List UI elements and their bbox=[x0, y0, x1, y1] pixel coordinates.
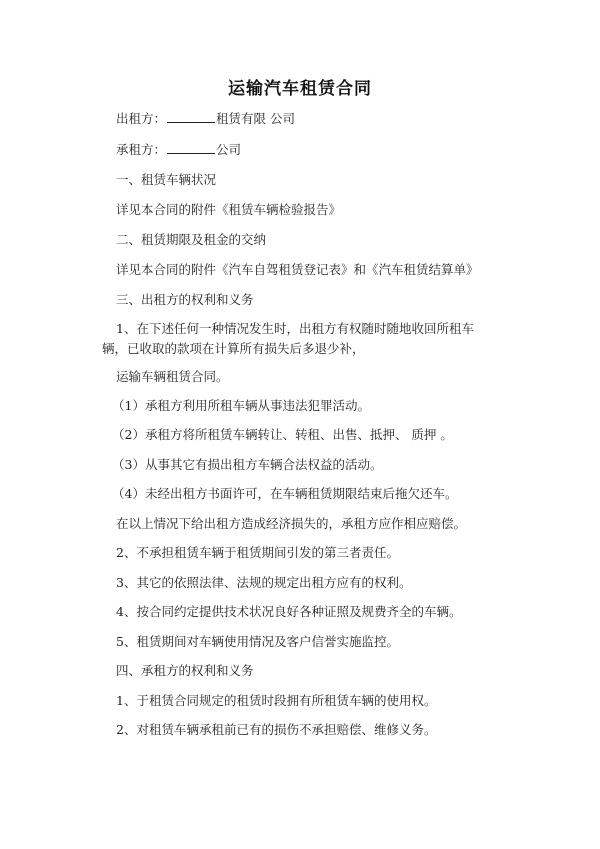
lessee-blank bbox=[167, 141, 215, 154]
paragraph: 4、按合同约定提供技术状况良好各种证照及规费齐全的车辆。 bbox=[116, 604, 462, 619]
list-item: （1）承租方利用所租车辆从事违法犯罪活动。 bbox=[112, 398, 370, 413]
list-item: （3）从事其它有损出租方车辆合法权益的活动。 bbox=[112, 457, 383, 472]
lessee-suffix: 公司 bbox=[216, 142, 242, 157]
lessee-line bbox=[116, 140, 241, 160]
lessor-line bbox=[116, 109, 295, 129]
paragraph: 1、于租赁合同规定的租赁时段拥有所租赁车辆的使用权。 bbox=[116, 693, 437, 708]
list-item: （2）承租方将所租赁车辆转让、转租、出售、抵押、 质押 。 bbox=[112, 427, 453, 442]
paragraph: 3、其它的依照法律、法规的规定出租方应有的权利。 bbox=[116, 575, 412, 590]
paragraph: 运输车辆租赁合同。 bbox=[116, 369, 229, 384]
paragraph: 2、不承担租赁车辆于租赁期间引发的第三者责任。 bbox=[116, 545, 399, 560]
lessor-blank bbox=[167, 110, 215, 123]
paragraph: 详见本合同的附件《租赁车辆检验报告》 bbox=[116, 202, 342, 217]
paragraph: 1、在下述任何一种情况发生时，出租方有权随时随地收回所租车辆，已收取的款项在计算所有损失后多退少补， bbox=[102, 321, 474, 356]
list-item: （4）未经出租方书面许可，在车辆租赁期限结束后拖欠还车。 bbox=[112, 486, 458, 501]
section-heading: 一、租赁车辆状况 bbox=[116, 172, 217, 187]
document-title: 运输汽车租赁合同 bbox=[228, 79, 372, 99]
lessor-label: 出租方： bbox=[116, 111, 167, 126]
paragraph: 在以上情况下给出租方造成经济损失的，承租方应作相应赔偿。 bbox=[116, 516, 467, 531]
paragraph: 详见本合同的附件《汽车自驾租赁登记表》和《汽车租赁结算单》 bbox=[116, 262, 479, 277]
lessor-suffix: 租赁有限 公司 bbox=[216, 111, 295, 126]
section-heading: 三、出租方的权利和义务 bbox=[116, 292, 254, 307]
lessee-label: 承租方： bbox=[116, 142, 167, 157]
paragraph: 5、租赁期间对车辆使用情况及客户信誉实施监控。 bbox=[116, 634, 399, 649]
paragraph: 2、对租赁车辆承租前已有的损伤不承担赔偿、维修义务。 bbox=[116, 722, 437, 737]
section-heading: 二、租赁期限及租金的交纳 bbox=[116, 232, 267, 247]
section-heading: 四、承租方的权利和义务 bbox=[116, 663, 254, 678]
